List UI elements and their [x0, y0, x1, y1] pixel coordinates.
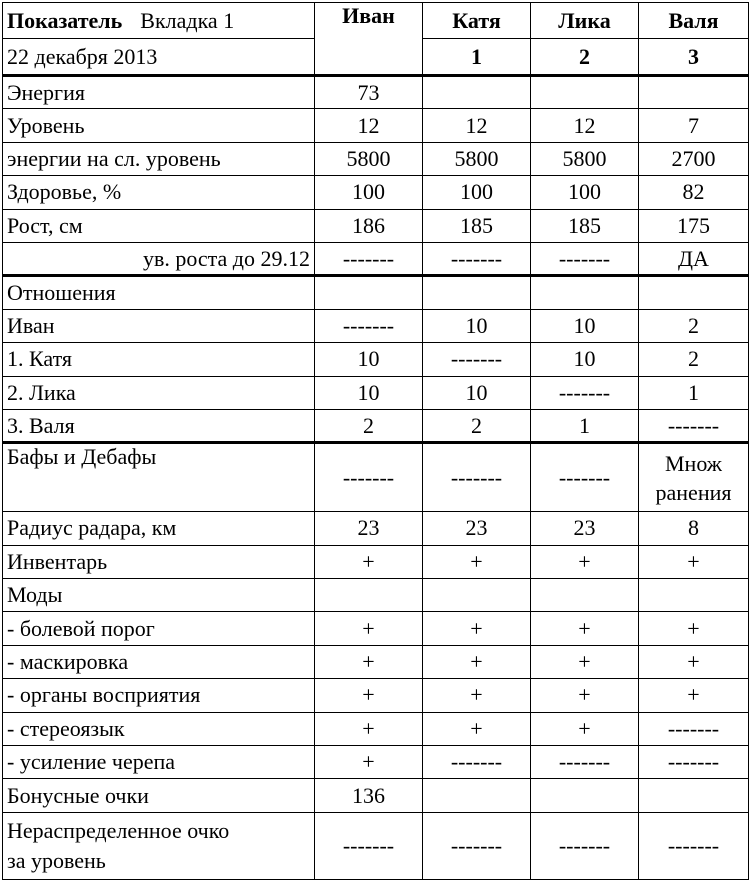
- cell: 10: [423, 376, 531, 409]
- cell: 2700: [639, 142, 749, 175]
- table-row: [3, 376, 749, 409]
- cell: [315, 276, 423, 309]
- table-row: [3, 343, 749, 376]
- table-row: [3, 545, 749, 578]
- cell: -------: [315, 443, 423, 512]
- table-row: [3, 779, 749, 812]
- cell: 12: [315, 109, 423, 142]
- cell: 1: [639, 376, 749, 409]
- cell: 23: [315, 512, 423, 545]
- cell: -------: [423, 343, 531, 376]
- cell: 23: [423, 512, 531, 545]
- table-row: [3, 276, 749, 309]
- table-row: [3, 75, 749, 108]
- header-date: 22 декабря 2013: [3, 39, 315, 75]
- cell: [639, 579, 749, 612]
- cell: [531, 579, 639, 612]
- row-label-next-level: энергии на сл. уровень: [3, 142, 315, 175]
- cell: +: [315, 545, 423, 578]
- cell: +: [423, 679, 531, 712]
- cell: -------: [639, 746, 749, 779]
- cell: 5800: [315, 142, 423, 175]
- stats-table: [2, 2, 749, 880]
- column-header-lika: Лика: [531, 3, 639, 39]
- cell: [531, 276, 639, 309]
- cell: +: [531, 612, 639, 645]
- cell: 2: [639, 343, 749, 376]
- row-label-unspent: [3, 812, 315, 879]
- cell: 1: [531, 409, 639, 442]
- cell: -------: [423, 746, 531, 779]
- cell: 10: [531, 309, 639, 342]
- cell: 12: [531, 109, 639, 142]
- row-label-inventory: Инвентарь: [3, 545, 315, 578]
- cell: +: [315, 645, 423, 678]
- column-number-lika: 2: [531, 39, 639, 75]
- row-label-level: Уровень: [3, 109, 315, 142]
- cell: -------: [531, 443, 639, 512]
- cell: +: [423, 645, 531, 678]
- cell: 10: [423, 309, 531, 342]
- row-label-mods: Моды: [3, 579, 315, 612]
- cell: 136: [315, 779, 423, 812]
- cell: [639, 276, 749, 309]
- cell: -------: [423, 443, 531, 512]
- table-row: [3, 142, 749, 175]
- cell: [315, 579, 423, 612]
- cell: +: [639, 679, 749, 712]
- cell: ДА: [639, 242, 749, 275]
- cell: 186: [315, 209, 423, 242]
- cell: 100: [423, 176, 531, 209]
- cell: -------: [315, 309, 423, 342]
- cell: [423, 276, 531, 309]
- cell: [639, 75, 749, 108]
- table-row: [3, 443, 749, 512]
- cell: +: [531, 545, 639, 578]
- table-row: [3, 679, 749, 712]
- cell: 2: [423, 409, 531, 442]
- cell-buffs-valya: [639, 443, 749, 512]
- unspent-label-line-2: за уровень: [7, 847, 106, 873]
- cell: [639, 779, 749, 812]
- cell: 82: [639, 176, 749, 209]
- cell: 185: [423, 209, 531, 242]
- row-label-skull: - усиление черепа: [3, 746, 315, 779]
- cell: 2: [639, 309, 749, 342]
- cell: +: [639, 612, 749, 645]
- tab-label: Вкладка 1: [140, 7, 235, 33]
- cell: [423, 779, 531, 812]
- header-indicator-cell: [3, 3, 315, 39]
- row-label-energy: Энергия: [3, 75, 315, 108]
- table-row: [3, 242, 749, 275]
- row-label-rel-katya: 1. Катя: [3, 343, 315, 376]
- cell: +: [531, 712, 639, 745]
- cell: -------: [639, 409, 749, 442]
- cell: -------: [423, 242, 531, 275]
- buff-line-1: Множ: [665, 450, 722, 476]
- cell: 7: [639, 109, 749, 142]
- cell: 5800: [423, 142, 531, 175]
- cell: +: [315, 679, 423, 712]
- cell: -------: [531, 746, 639, 779]
- cell: +: [531, 645, 639, 678]
- table-row: [3, 645, 749, 678]
- row-label-camo: - маскировка: [3, 645, 315, 678]
- cell: +: [531, 679, 639, 712]
- cell: 12: [423, 109, 531, 142]
- table-row: [3, 176, 749, 209]
- cell: -------: [531, 242, 639, 275]
- row-label-bonus: Бонусные очки: [3, 779, 315, 812]
- cell: [423, 579, 531, 612]
- row-label-rel-ivan: Иван: [3, 309, 315, 342]
- row-label-radar: Радиус радара, км: [3, 512, 315, 545]
- cell: +: [315, 746, 423, 779]
- row-label-rel-lika: 2. Лика: [3, 376, 315, 409]
- cell: +: [423, 612, 531, 645]
- cell: [531, 779, 639, 812]
- header-row-1: [3, 3, 749, 39]
- row-label-senses: - органы восприятия: [3, 679, 315, 712]
- cell: -------: [315, 812, 423, 879]
- column-header-ivan: Иван: [315, 3, 423, 76]
- indicator-label: Показатель: [7, 7, 123, 33]
- column-header-katya: Катя: [423, 3, 531, 39]
- cell: -------: [315, 242, 423, 275]
- row-label-stereo: - стереоязык: [3, 712, 315, 745]
- cell: 100: [531, 176, 639, 209]
- table-row: [3, 612, 749, 645]
- cell: +: [639, 645, 749, 678]
- cell: [531, 75, 639, 108]
- cell: 8: [639, 512, 749, 545]
- cell: 10: [315, 343, 423, 376]
- table-row: [3, 812, 749, 879]
- cell: 23: [531, 512, 639, 545]
- cell: 10: [315, 376, 423, 409]
- cell: 2: [315, 409, 423, 442]
- cell: +: [639, 545, 749, 578]
- table-row: [3, 209, 749, 242]
- cell: -------: [531, 812, 639, 879]
- cell: -------: [423, 812, 531, 879]
- cell: +: [423, 545, 531, 578]
- row-label-health: Здоровье, %: [3, 176, 315, 209]
- character-stats-document: [2, 2, 748, 880]
- row-label-relations: Отношения: [3, 276, 315, 309]
- cell: +: [315, 612, 423, 645]
- cell: -------: [531, 376, 639, 409]
- cell: 185: [531, 209, 639, 242]
- row-label-growth: ув. роста до 29.12: [3, 242, 315, 275]
- table-row: [3, 109, 749, 142]
- cell: 5800: [531, 142, 639, 175]
- table-row: [3, 512, 749, 545]
- cell: +: [423, 712, 531, 745]
- cell: -------: [639, 712, 749, 745]
- unspent-label-line-1: Нераспределенное очко: [7, 817, 230, 843]
- table-row: [3, 712, 749, 745]
- row-label-buffs: Бафы и Дебафы: [3, 443, 315, 512]
- cell: 100: [315, 176, 423, 209]
- row-label-rel-valya: 3. Валя: [3, 409, 315, 442]
- table-row: [3, 579, 749, 612]
- table-row: [3, 746, 749, 779]
- table-row: [3, 309, 749, 342]
- row-label-height: Рост, см: [3, 209, 315, 242]
- cell: 175: [639, 209, 749, 242]
- cell: -------: [639, 812, 749, 879]
- cell: [423, 75, 531, 108]
- row-label-pain: - болевой порог: [3, 612, 315, 645]
- cell: +: [315, 712, 423, 745]
- table-row: [3, 409, 749, 442]
- cell: 10: [531, 343, 639, 376]
- column-number-valya: 3: [639, 39, 749, 75]
- column-number-katya: 1: [423, 39, 531, 75]
- column-header-valya: Валя: [639, 3, 749, 39]
- cell: 73: [315, 75, 423, 108]
- buff-line-2: ранения: [655, 479, 732, 505]
